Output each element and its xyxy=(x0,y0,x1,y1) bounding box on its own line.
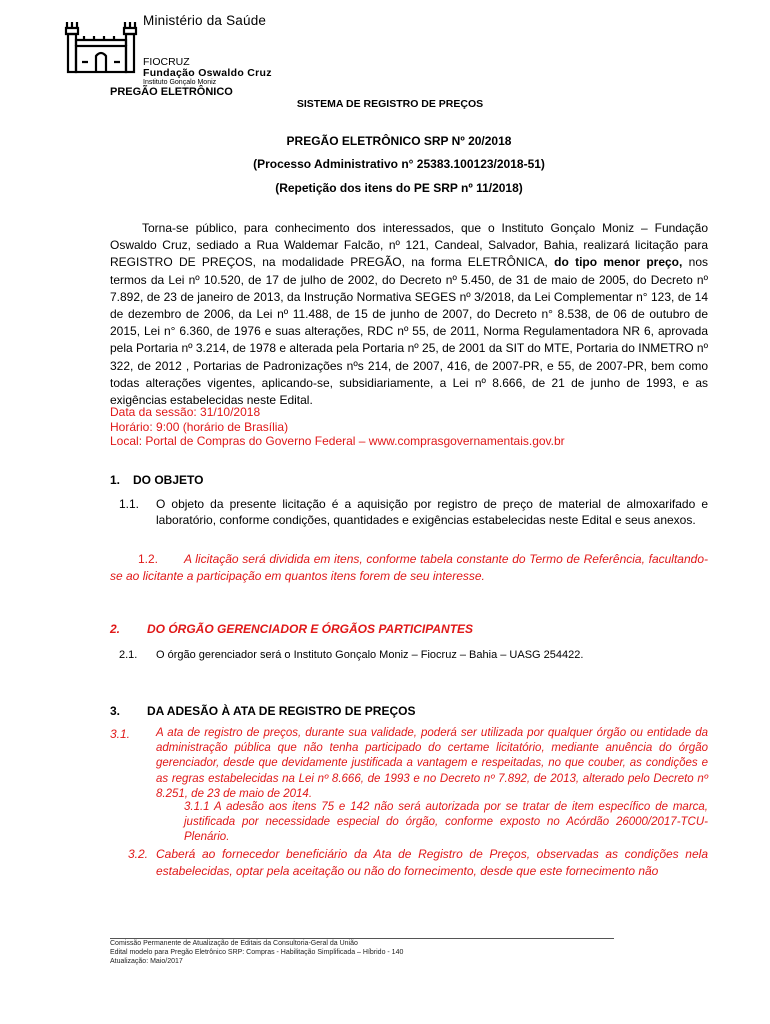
item-1-2 xyxy=(110,551,708,585)
item-3-2-number: 3.2. xyxy=(128,847,149,861)
foundation-name: Fundação Oswaldo Cruz xyxy=(143,67,272,79)
item-2-1-number: 2.1. xyxy=(119,649,138,661)
session-info xyxy=(110,405,565,449)
item-1-1-text: O objeto da presente licitação é a aquisição por registro de preço de material de almoxarifado e laboratório, conforme condições, quantidades e exigências estabelecidas neste Edital e seus anexos. xyxy=(156,497,708,527)
session-place: Local: Portal de Compras do Governo Federal – www.comprasgovernamentais.gov.br xyxy=(110,434,565,448)
footer-line-3: Atualização: Maio/2017 xyxy=(110,958,183,965)
item-3-1-text: A ata de registro de preços, durante sua validade, poderá ser utilizada por qualquer órgão ou entidade da administração pública que não tenha participado do certame licitatório, mediante anuência do órgão gerenciador, desde que devidamente justificada a vantagem e respeitadas, no que couber, as condições e as regras estabelecidas na Lei nº 8.666, de 1993 e no Decreto nº 7.892, de 2013, alterado pelo Decreto nº 8.251, de 23 de maio de 2014. xyxy=(156,727,708,800)
item-1-2-text: A licitação será dividida em itens, conforme tabela constante do Termo de Referência, facultando-se ao licitante a participação em quantos itens forem de seu interesse. xyxy=(110,552,708,583)
organization-block xyxy=(143,13,272,87)
intro-text-bold: do tipo menor preço, xyxy=(554,255,683,270)
item-3-2-text: Caberá ao fornecedor beneficiário da Ata de Registro de Preços, observadas as condições nela estabelecidas, optar pela aceitação ou não do fornecimento, desde que este fornecimento não xyxy=(156,847,708,878)
item-3-1-1-text: 3.1.1 A adesão aos itens 75 e 142 não será autorizada por se tratar de item específico de marca, justificada por necessidade especial do órgão, conforme exposto no Acórdão 26000/2017-TCU-Plenário. xyxy=(184,801,708,844)
intro-text-2: nos termos da Lei nº 10.520, de 17 de julho de 2002, do Decreto nº 5.450, de 31 de maio de 2005, do Decreto nº 7.892, de 23 de janeiro de 2013, da Instrução Normativa SEGES nº 3/2018, da Lei Complementar n° 123, de 14 de dezembro de 2006, da Lei nº 11.488, de 15 de junho de 2007, do Decreto n° 8.538, de 06 de outubro de 2015, Lei n° 6.360, de 1976 e suas alterações, RDC nº 55, de 2011, Norma Regulamentadora NR 6, aprovada pela Portaria nº 3.214, de 1978 e alterada pela Portaria nº 25, de 2001 da SIT do MTE, Portaria do INMETRO nº 322, de 2012 , Portarias de Padronizações nºs 214, de 2007, 416, de 2007-PR, e 55, de 2007-PR, bem como todas alterações vigentes, aplicando-se, subsidiariamente, a Lei nº 8.666, de 21 de junho de 1993, e as exigências estabelecidas neste Edital. xyxy=(110,255,709,408)
pregao-label: PREGÃO ELETRÔNICO xyxy=(110,86,233,98)
item-2-1-text: O órgão gerenciador será o Instituto Gonçalo Moniz – Fiocruz – Bahia – UASG 254422. xyxy=(156,649,584,661)
ministry-name: Ministério da Saúde xyxy=(143,13,267,28)
section-2-title: DO ÓRGÃO GERENCIADOR E ÓRGÃOS PARTICIPANTES xyxy=(147,622,474,636)
institute-name: Instituto Gonçalo Moniz xyxy=(143,79,217,86)
item-1-1-number: 1.1. xyxy=(119,497,140,511)
intro-text-1: Torna-se público, para conhecimento dos interessados, que o Instituto Gonçalo Moniz – Fundação Oswaldo Cruz, sediado a Rua Waldemar Falcão, nº 121, Candeal, Salvador, Bahia, realizará licitação para REGISTRO DE PREÇOS, na modalidade PREGÃO, na forma ELETRÔNICA, xyxy=(110,221,708,270)
section-3-number: 3. xyxy=(110,704,121,718)
section-1-number: 1. xyxy=(110,473,121,487)
page-footer xyxy=(110,939,403,966)
item-1-2-number: 1.2. xyxy=(138,552,159,566)
fiocruz-castle-logo xyxy=(62,12,142,74)
repetition-note: (Repetição dos itens do PE SRP nº 11/2018) xyxy=(275,181,523,195)
item-3-1-number: 3.1. xyxy=(110,727,131,741)
fiocruz-name: FIOCRUZ xyxy=(143,56,190,68)
session-date: Data da sessão: 31/10/2018 xyxy=(110,405,261,419)
system-label: SISTEMA DE REGISTRO DE PREÇOS xyxy=(296,98,484,110)
section-2-number: 2. xyxy=(110,622,121,636)
footer-line-1: Comissão Permanente de Atualização de Editais da Consultoria-Geral da União xyxy=(110,940,358,947)
document-title: PREGÃO ELETRÔNICO SRP Nº 20/2018 xyxy=(286,134,512,148)
intro-paragraph xyxy=(110,220,708,409)
session-time: Horário: 9:00 (horário de Brasília) xyxy=(110,419,289,434)
section-1-title: DO OBJETO xyxy=(133,473,204,487)
process-number: (Processo Administrativo n° 25383.100123/2018-51) xyxy=(253,157,545,171)
footer-line-2: Edital modelo para Pregão Eletrônico SRP: Compras - Habilitação Simplificada – Híbrido - 140 xyxy=(110,949,404,956)
section-3-title: DA ADESÃO À ATA DE REGISTRO DE PREÇOS xyxy=(147,704,416,718)
